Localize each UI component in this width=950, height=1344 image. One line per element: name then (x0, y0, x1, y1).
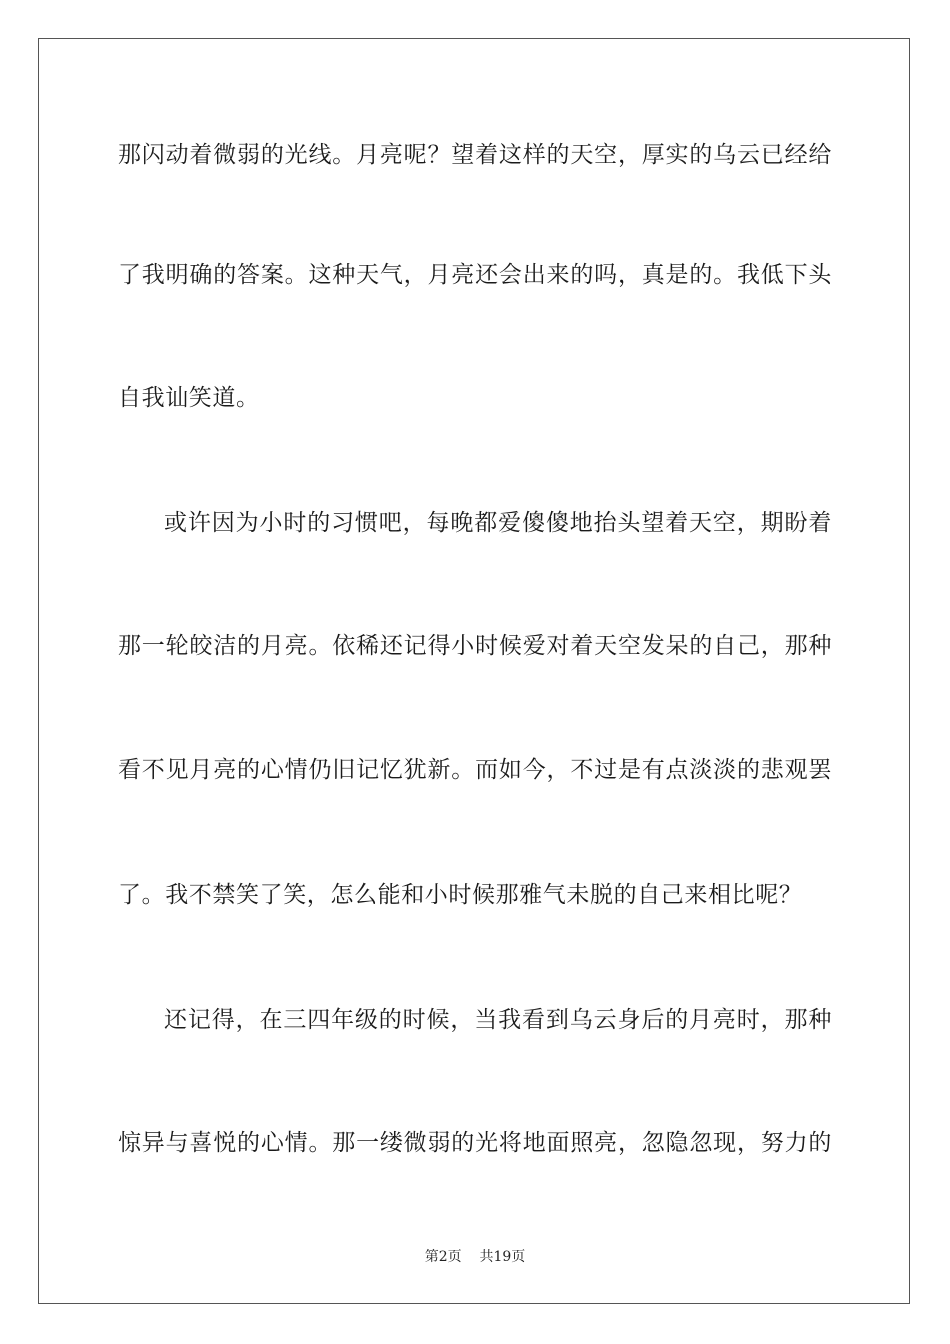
text-line-1: 那闪动着微弱的光线。月亮呢？望着这样的天空，厚实的乌云已经给 (118, 142, 832, 168)
paragraph-3-line-1: 还记得，在三四年级的时候，当我看到乌云身后的月亮时，那种 (164, 1007, 832, 1033)
paragraph-2-line-2: 那一轮皎洁的月亮。依稀还记得小时候爱对着天空发呆的自己，那种 (118, 633, 832, 659)
paragraph-2-line-1: 或许因为小时的习惯吧，每晚都爱傻傻地抬头望着天空，期盼着 (164, 510, 832, 536)
page-border (38, 38, 910, 1304)
total-pages: 共19页 (479, 1249, 526, 1265)
page-number: 第2页 (424, 1249, 462, 1265)
paragraph-2-line-3: 看不见月亮的心情仍旧记忆犹新。而如今，不过是有点淡淡的悲观罢 (118, 757, 832, 783)
paragraph-3-line-2: 惊异与喜悦的心情。那一缕微弱的光将地面照亮，忽隐忽现，努力的 (118, 1130, 832, 1156)
text-line-2: 了我明确的答案。这种天气，月亮还会出来的吗，真是的。我低下头 (118, 262, 832, 288)
paragraph-2-line-4: 了。我不禁笑了笑，怎么能和小时候那雅气未脱的自己来相比呢？ (118, 882, 803, 908)
page-footer (0, 1248, 950, 1266)
text-line-3: 自我讪笑道。 (118, 385, 260, 411)
